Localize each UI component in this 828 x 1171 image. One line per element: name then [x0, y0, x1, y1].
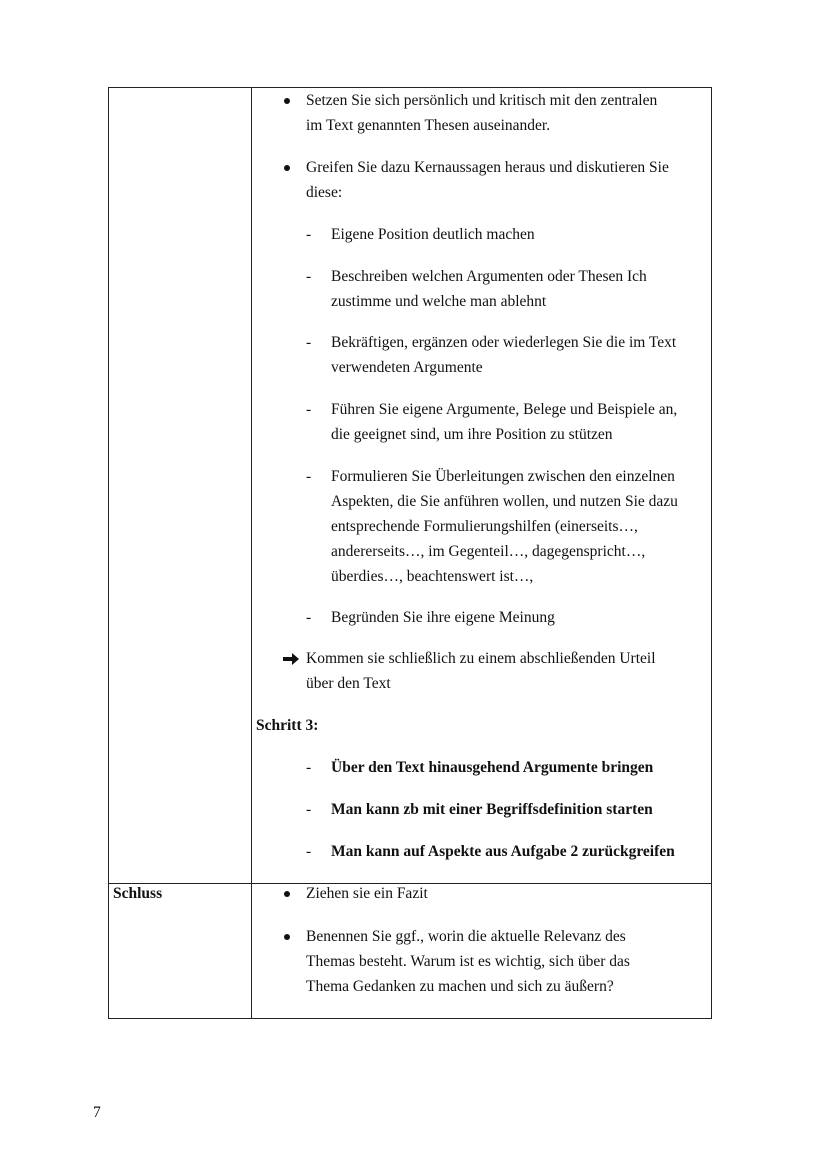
dash-2-line-2: zustimme und welche man ablehnt: [331, 293, 547, 310]
step3-item-2: Man kann zb mit einer Begriffsdefinition starten: [331, 801, 653, 818]
dash-marker: -: [306, 334, 312, 351]
arrow-item-line-2: über den Text: [306, 675, 391, 692]
dash-marker: -: [306, 401, 312, 418]
dash-marker: -: [306, 468, 312, 485]
bullet-1-line-2: im Text genannten Thesen auseinander.: [306, 117, 551, 134]
dash-2-line-1: Beschreiben welchen Argumenten oder Thesen Ich: [331, 268, 647, 285]
dash-4-line-2: die geeignet sind, um ihre Position zu stützen: [331, 426, 613, 443]
arrow-item-line-1: Kommen sie schließlich zu einem abschließenden Urteil: [306, 650, 656, 667]
schluss-bullet-2-line-3: Thema Gedanken zu machen und sich zu äußern?: [306, 978, 614, 995]
dash-5-line-5: überdies…, beachtenswert ist…,: [331, 568, 534, 585]
schluss-bullet-2-line-1: Benennen Sie ggf., worin die aktuelle Relevanz des: [306, 928, 626, 945]
bullet-dot: [284, 934, 290, 940]
dash-5-line-4: andererseits…, im Gegenteil…, dagegenspricht…,: [331, 543, 646, 560]
dash-3-line-2: verwendeten Argumente: [331, 359, 483, 376]
dash-marker: -: [306, 843, 312, 860]
bullet-dot: [284, 891, 290, 897]
step3-item-3: Man kann auf Aspekte aus Aufgabe 2 zurückgreifen: [331, 843, 675, 860]
dash-6-line-1: Begründen Sie ihre eigene Meinung: [331, 609, 555, 626]
bullet-2-line-2: diese:: [306, 184, 343, 201]
dash-5-line-1: Formulieren Sie Überleitungen zwischen den einzelnen: [331, 468, 675, 485]
bullet-1-line-1: Setzen Sie sich persönlich und kritisch mit den zentralen: [306, 92, 658, 109]
arrow-right-icon: [282, 652, 300, 666]
dash-5-line-2: Aspekten, die Sie anführen wollen, und nutzen Sie dazu: [331, 493, 678, 510]
step3-item-1: Über den Text hinausgehend Argumente bringen: [331, 759, 654, 776]
schluss-bullet-2-line-2: Themas besteht. Warum ist es wichtig, sich über das: [306, 953, 630, 970]
dash-4-line-1: Führen Sie eigene Argumente, Belege und Beispiele an,: [331, 401, 678, 418]
page-number: 7: [93, 1104, 101, 1121]
dash-3-line-1: Bekräftigen, ergänzen oder wiederlegen Sie die im Text: [331, 334, 677, 351]
step3-heading: Schritt 3:: [256, 717, 319, 734]
dash-5-line-3: entsprechende Formulierungshilfen (einerseits…,: [331, 518, 638, 535]
dash-marker: -: [306, 801, 312, 818]
bullet-dot: [284, 165, 290, 171]
schluss-bullet-1-line-1: Ziehen sie ein Fazit: [306, 885, 428, 902]
bullet-2-line-1: Greifen Sie dazu Kernaussagen heraus und diskutieren Sie: [306, 159, 669, 176]
bullet-dot: [284, 98, 290, 104]
schluss-label: Schluss: [113, 885, 163, 902]
dash-1-line-1: Eigene Position deutlich machen: [331, 226, 535, 243]
column-divider: [251, 88, 252, 1018]
dash-marker: -: [306, 609, 312, 626]
dash-marker: -: [306, 268, 312, 285]
dash-marker: -: [306, 759, 312, 776]
dash-marker: -: [306, 226, 312, 243]
